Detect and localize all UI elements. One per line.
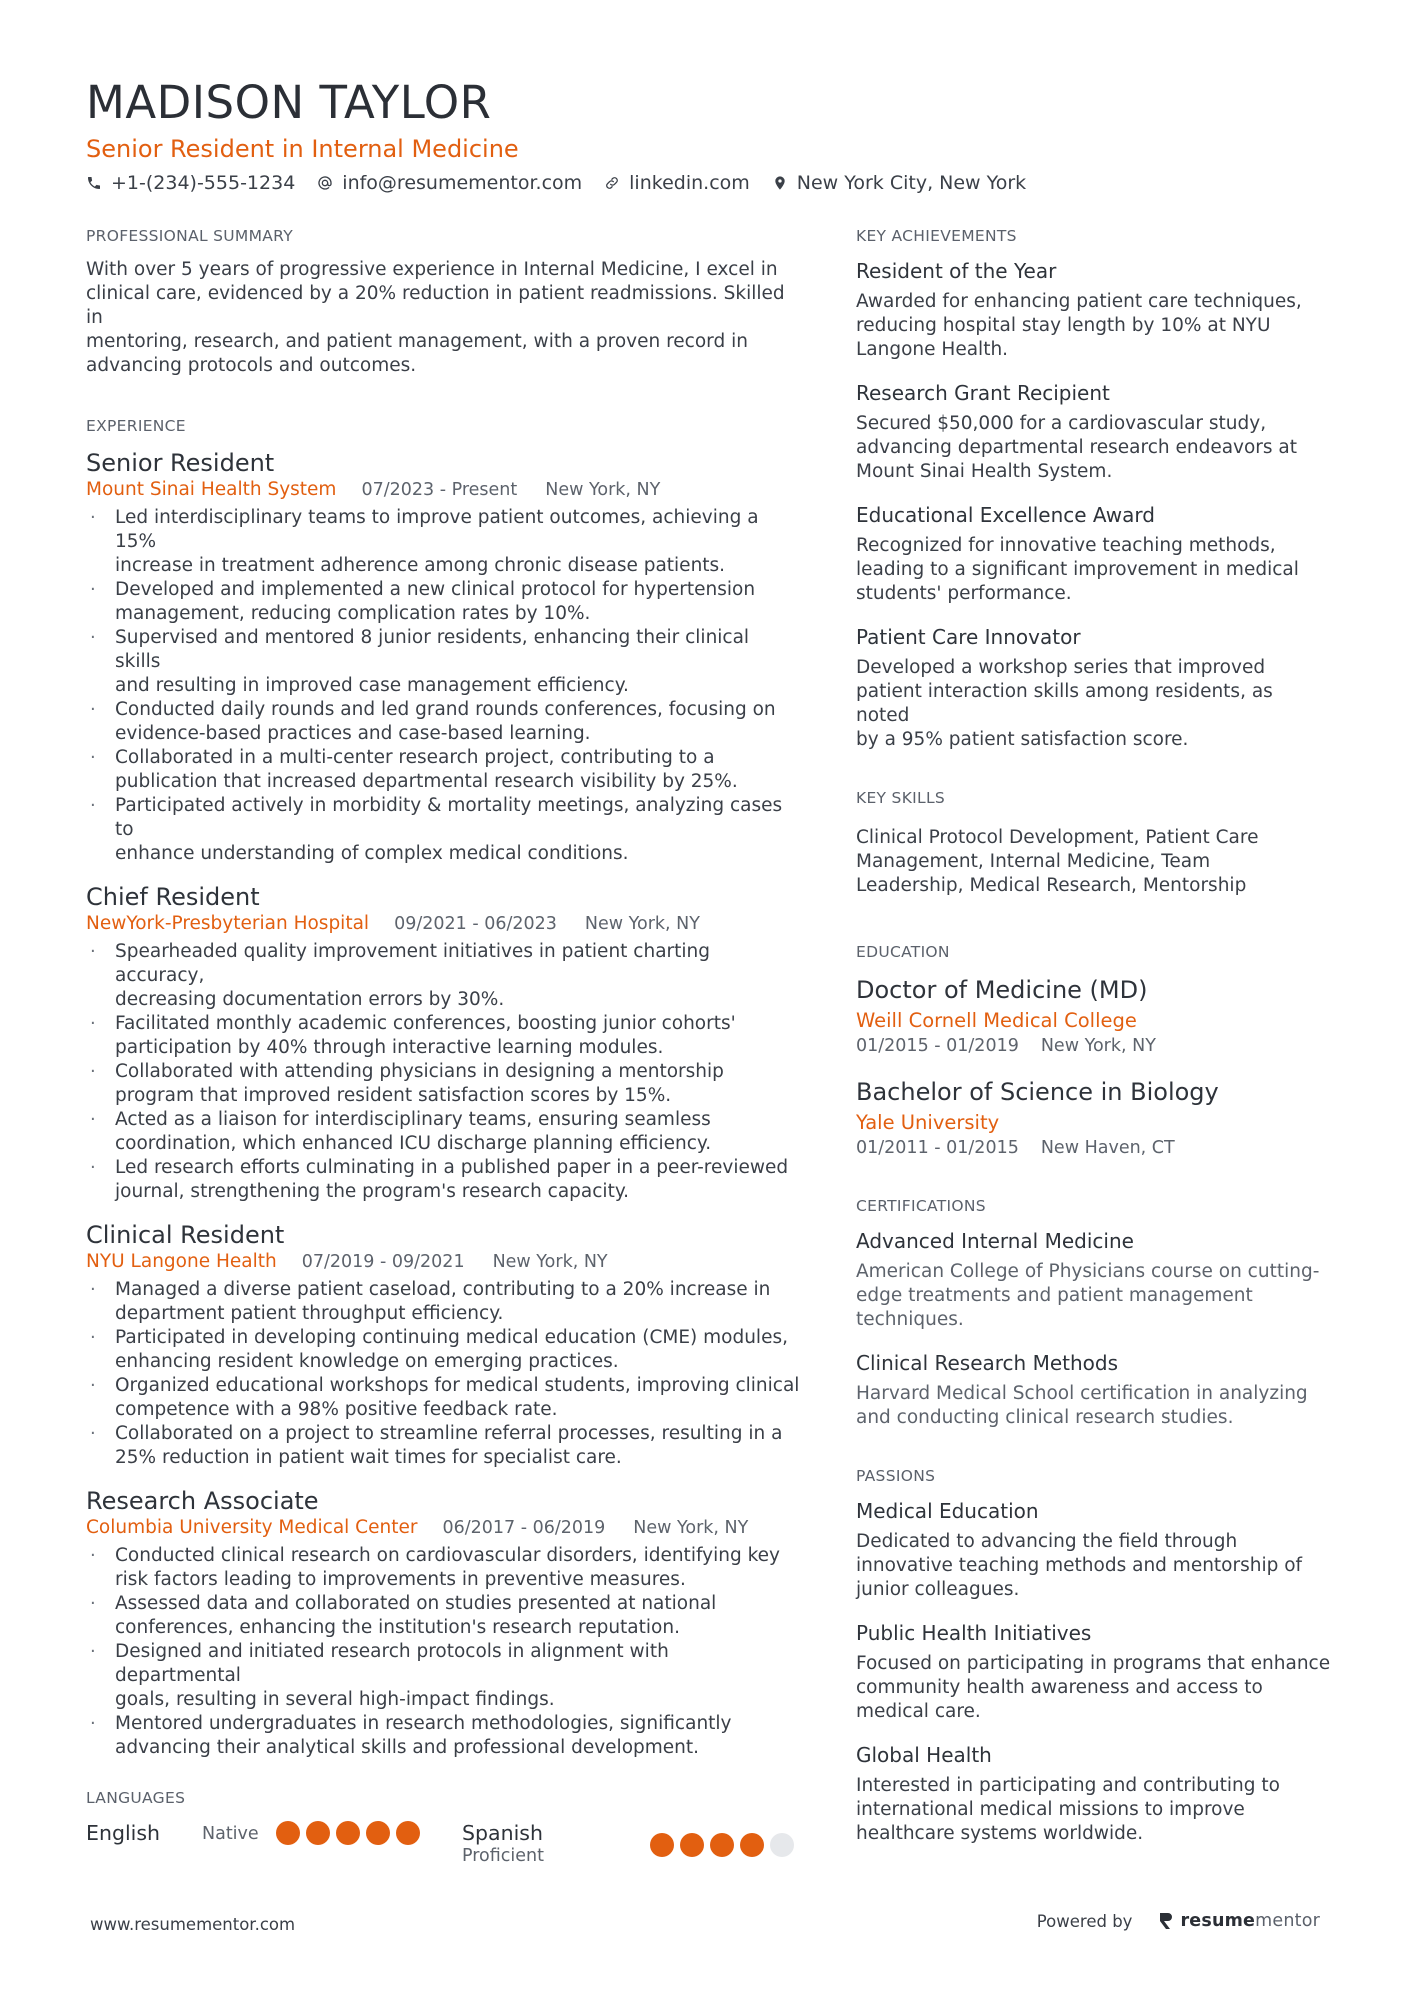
job-bullet — [86, 506, 800, 578]
at-icon — [317, 175, 333, 191]
job-title: Chief Resident — [86, 883, 260, 911]
passions-line: Interested in participating and contributing to — [856, 1775, 1280, 1796]
achievements-text — [856, 656, 1332, 752]
job-bullet — [86, 1108, 800, 1156]
rating-dot-filled — [680, 1833, 704, 1857]
education-dates: 01/2015 - 01/2019 — [856, 1036, 1019, 1056]
bullet-line: coordination, which enhanced ICU discharge planning efficiency. — [115, 1133, 712, 1154]
linkedin-text: linkedin.com — [629, 172, 750, 194]
summary-line: clinical care, evidenced by a 20% reduction in patient readmissions. Skilled in — [86, 283, 785, 328]
achievements-line: Awarded for enhancing patient care techniques, — [856, 291, 1302, 312]
passions-title: Medical Education — [856, 1499, 1039, 1523]
candidate-name: MADISON TAYLOR — [86, 76, 492, 129]
location-text: New York City, New York — [796, 172, 1027, 194]
passions-list — [856, 1498, 1332, 1846]
bullet-line: Collaborated in a multi-center research project, contributing to a — [115, 747, 715, 768]
bullet-line: Assessed data and collaborated on studies presented at national — [115, 1593, 717, 1614]
achievements-title: Educational Excellence Award — [856, 503, 1155, 527]
bullet-line: decreasing documentation errors by 30%. — [115, 989, 505, 1010]
certifications-line: Harvard Medical School certification in analyzing — [856, 1383, 1308, 1404]
job-bullets — [86, 1278, 800, 1470]
job-bullet — [86, 698, 800, 746]
job-location: New York, NY — [584, 914, 700, 934]
summary-line: advancing protocols and outcomes. — [86, 355, 417, 376]
passions-line: community health awareness and access to — [856, 1677, 1263, 1698]
education-school: Weill Cornell Medical College — [856, 1009, 1137, 1032]
achievements-item — [856, 258, 1332, 362]
experience-heading: EXPERIENCE — [86, 417, 186, 435]
job-bullet — [86, 1012, 800, 1060]
passions-text — [856, 1652, 1332, 1724]
education-list — [856, 974, 1332, 1160]
bullet-line: participation by 40% through interactive learning modules. — [115, 1037, 664, 1058]
bullet-line: and resulting in improved case management efficiency. — [115, 675, 629, 696]
job-meta — [86, 1250, 800, 1274]
job-bullets — [86, 1544, 800, 1760]
brand-logo[interactable] — [1158, 1911, 1320, 1931]
email-text: info@resumementor.com — [342, 172, 583, 194]
location-pin-icon — [772, 175, 788, 191]
passions-line: healthcare systems worldwide. — [856, 1823, 1144, 1844]
bullet-line: risk factors leading to improvements in preventive measures. — [115, 1569, 686, 1590]
achievements-item — [856, 502, 1332, 606]
job-bullet — [86, 1374, 800, 1422]
bullet-line: evidence-based practices and case-based learning. — [115, 723, 591, 744]
bullet-line: Spearheaded quality improvement initiatives in patient charting accuracy, — [115, 941, 710, 986]
certifications-heading: CERTIFICATIONS — [856, 1197, 986, 1215]
bullet-line: department patient throughput efficiency. — [115, 1303, 504, 1324]
passions-text — [856, 1530, 1332, 1602]
job-bullets — [86, 506, 800, 866]
link-icon — [604, 175, 620, 191]
bullet-line: program that improved resident satisfaction scores by 15%. — [115, 1085, 672, 1106]
bullet-line: conferences, enhancing the institution's research reputation. — [115, 1617, 680, 1638]
achievements-line: patient interaction skills among residents, as noted — [856, 681, 1273, 726]
rating-dot-filled — [366, 1821, 390, 1845]
summary-line: mentoring, research, and patient management, with a proven record in — [86, 331, 748, 352]
job-entry — [86, 1220, 800, 1470]
passions-title: Global Health — [856, 1743, 992, 1767]
job-bullet — [86, 578, 800, 626]
candidate-title: Senior Resident in Internal Medicine — [86, 135, 519, 163]
phone-icon — [86, 175, 102, 191]
left-column — [86, 226, 800, 1866]
job-bullet — [86, 746, 800, 794]
certifications-text — [856, 1260, 1332, 1332]
achievements-line: Developed a workshop series that improved — [856, 657, 1266, 678]
language-name: English — [86, 1821, 161, 1845]
job-dates: 09/2021 - 06/2023 — [394, 914, 557, 934]
job-location: New York, NY — [492, 1252, 608, 1272]
rating-dot-empty — [770, 1833, 794, 1857]
job-bullet — [86, 940, 800, 1012]
certifications-item — [856, 1350, 1332, 1430]
job-bullet — [86, 1592, 800, 1640]
contact-phone[interactable] — [86, 170, 295, 196]
job-dates: 07/2023 - Present — [361, 480, 518, 500]
bullet-line: competence with a 98% positive feedback rate. — [115, 1399, 558, 1420]
brand-name-rest: mentor — [1255, 1911, 1320, 1931]
education-degree: Doctor of Medicine (MD) — [856, 976, 1148, 1004]
powered-by-label: Powered by — [1036, 1911, 1133, 1931]
certifications-item — [856, 1228, 1332, 1332]
skills-line: Management, Internal Medicine, Team — [856, 851, 1211, 872]
bullet-line: goals, resulting in several high-impact findings. — [115, 1689, 555, 1710]
job-bullet — [86, 1326, 800, 1374]
education-item — [856, 974, 1332, 1058]
job-organization: NewYork-Presbyterian Hospital — [86, 913, 370, 934]
achievements-title: Resident of the Year — [856, 259, 1057, 283]
job-dates: 07/2019 - 09/2021 — [301, 1252, 465, 1272]
job-entry — [86, 882, 800, 1204]
language-item — [462, 1820, 800, 1866]
passions-line: Focused on participating in programs that enhance — [856, 1653, 1331, 1674]
job-organization: Columbia University Medical Center — [86, 1517, 418, 1538]
achievements-title: Patient Care Innovator — [856, 625, 1081, 649]
bullet-line: Organized educational workshops for medical students, improving clinical — [115, 1375, 800, 1396]
achievements-item — [856, 380, 1332, 484]
education-school: Yale University — [856, 1111, 1000, 1134]
bullet-line: Participated actively in morbidity & mortality meetings, analyzing cases to — [115, 795, 783, 840]
language-rating — [276, 1820, 426, 1845]
job-title: Research Associate — [86, 1487, 319, 1515]
language-item — [86, 1820, 462, 1847]
job-bullet — [86, 626, 800, 698]
certifications-line: techniques. — [856, 1309, 964, 1330]
experience-list — [86, 448, 800, 1760]
bullet-line: Collaborated on a project to streamline referral processes, resulting in a — [115, 1423, 783, 1444]
job-bullet — [86, 1060, 800, 1108]
summary-heading: PROFESSIONAL SUMMARY — [86, 227, 294, 245]
education-dates: 01/2011 - 01/2015 — [856, 1138, 1019, 1158]
achievements-heading: KEY ACHIEVEMENTS — [856, 227, 1017, 245]
bullet-line: Led research efforts culminating in a published paper in a peer-reviewed — [115, 1157, 789, 1178]
job-bullets — [86, 940, 800, 1204]
passions-line: innovative teaching methods and mentorship of — [856, 1555, 1303, 1576]
languages-heading: LANGUAGES — [86, 1789, 186, 1807]
bullet-line: management, reducing complication rates by 10%. — [115, 603, 591, 624]
rating-dot-filled — [306, 1821, 330, 1845]
passions-item — [856, 1620, 1332, 1724]
right-column — [856, 226, 1332, 1866]
passions-line: Dedicated to advancing the field through — [856, 1531, 1238, 1552]
achievements-text — [856, 534, 1332, 606]
bullet-line: publication that increased departmental research visibility by 25%. — [115, 771, 738, 792]
footer-website[interactable]: www.resumementor.com — [90, 1915, 296, 1934]
achievements-line: Secured $50,000 for a cardiovascular study, — [856, 413, 1267, 434]
contact-bar — [86, 170, 1332, 196]
skills-heading: KEY SKILLS — [856, 789, 946, 807]
achievements-line: Langone Health. — [856, 339, 1009, 360]
summary-line: With over 5 years of progressive experience in Internal Medicine, I excel in — [86, 259, 778, 280]
achievements-item — [856, 624, 1332, 752]
passions-line: medical care. — [856, 1701, 981, 1722]
bullet-line: Developed and implemented a new clinical protocol for hypertension — [115, 579, 756, 600]
passions-title: Public Health Initiatives — [856, 1621, 1092, 1645]
job-location: New York, NY — [633, 1518, 749, 1538]
brand-mark-icon — [1158, 1912, 1174, 1930]
passions-item — [856, 1498, 1332, 1602]
certifications-line: and conducting clinical research studies. — [856, 1407, 1234, 1428]
resume-page — [86, 74, 1332, 1866]
languages-list — [86, 1820, 800, 1866]
certifications-list — [856, 1228, 1332, 1430]
language-level: Proficient — [462, 1846, 544, 1866]
rating-dot-filled — [276, 1821, 300, 1845]
education-meta — [856, 1136, 1332, 1160]
passions-heading: PASSIONS — [856, 1467, 936, 1485]
education-location: New York, NY — [1040, 1036, 1156, 1056]
job-bullet — [86, 1640, 800, 1712]
achievements-line: advancing departmental research endeavors at — [856, 437, 1298, 458]
job-organization: Mount Sinai Health System — [86, 479, 337, 500]
job-meta — [86, 912, 800, 936]
job-organization: NYU Langone Health — [86, 1251, 277, 1272]
achievements-line: Recognized for innovative teaching methods, — [856, 535, 1276, 556]
bullet-line: Conducted clinical research on cardiovascular disorders, identifying key — [115, 1545, 780, 1566]
job-bullet — [86, 1712, 800, 1760]
bullet-line: Facilitated monthly academic conferences, boosting junior cohorts' — [115, 1013, 736, 1034]
job-entry — [86, 1486, 800, 1760]
achievements-text — [856, 412, 1332, 484]
job-bullet — [86, 1278, 800, 1326]
achievements-line: leading to a significant improvement in medical — [856, 559, 1299, 580]
bullet-line: Acted as a liaison for interdisciplinary teams, ensuring seamless — [115, 1109, 711, 1130]
brand-name-bold: resume — [1180, 1911, 1256, 1931]
job-bullet — [86, 1544, 800, 1592]
passions-line: junior colleagues. — [856, 1579, 1020, 1600]
bullet-line: journal, strengthening the program's research capacity. — [115, 1181, 630, 1202]
language-name: Spanish — [462, 1821, 543, 1845]
education-item — [856, 1076, 1332, 1160]
achievements-line: Mount Sinai Health System. — [856, 461, 1113, 482]
achievements-list — [856, 258, 1332, 752]
education-meta — [856, 1034, 1332, 1058]
job-dates: 06/2017 - 06/2019 — [442, 1518, 606, 1538]
skills-line: Leadership, Medical Research, Mentorship — [856, 875, 1247, 896]
certifications-line: edge treatments and patient management — [856, 1285, 1253, 1306]
bullet-line: Mentored undergraduates in research methodologies, significantly — [115, 1713, 732, 1734]
achievements-line: reducing hospital stay length by 10% at NYU — [856, 315, 1271, 336]
bullet-line: Conducted daily rounds and led grand rounds conferences, focusing on — [115, 699, 776, 720]
footer-brand — [1037, 1911, 1320, 1931]
achievements-text — [856, 290, 1332, 362]
contact-location — [772, 170, 1026, 196]
certifications-title: Clinical Research Methods — [856, 1351, 1119, 1375]
education-location: New Haven, CT — [1040, 1138, 1175, 1158]
summary-text — [86, 258, 800, 378]
job-title: Clinical Resident — [86, 1221, 285, 1249]
bullet-line: 25% reduction in patient wait times for specialist care. — [115, 1447, 622, 1468]
language-level: Native — [202, 1824, 259, 1844]
bullet-line: Led interdisciplinary teams to improve patient outcomes, achieving a 15% — [115, 507, 759, 552]
bullet-line: Designed and initiated research protocols in alignment with departmental — [115, 1641, 669, 1686]
contact-email[interactable] — [317, 170, 582, 196]
certifications-title: Advanced Internal Medicine — [856, 1229, 1134, 1253]
rating-dot-filled — [710, 1833, 734, 1857]
skills-text — [856, 826, 1332, 898]
certifications-line: American College of Physicians course on cutting- — [856, 1261, 1320, 1282]
language-rating — [650, 1820, 800, 1857]
phone-text: +1-(234)-555-1234 — [111, 172, 296, 194]
job-bullet — [86, 1422, 800, 1470]
education-heading: EDUCATION — [856, 943, 950, 961]
job-location: New York, NY — [545, 480, 661, 500]
certifications-text — [856, 1382, 1332, 1430]
bullet-line: enhancing resident knowledge on emerging practices. — [115, 1351, 619, 1372]
rating-dot-filled — [650, 1833, 674, 1857]
passions-item — [856, 1742, 1332, 1846]
bullet-line: Participated in developing continuing medical education (CME) modules, — [115, 1327, 788, 1348]
education-degree: Bachelor of Science in Biology — [856, 1078, 1219, 1106]
job-entry — [86, 448, 800, 866]
bullet-line: advancing their analytical skills and professional development. — [115, 1737, 700, 1758]
job-bullet — [86, 794, 800, 866]
passions-text — [856, 1774, 1332, 1846]
bullet-line: increase in treatment adherence among chronic disease patients. — [115, 555, 726, 576]
job-meta — [86, 1516, 800, 1540]
achievements-line: students' performance. — [856, 583, 1072, 604]
bullet-line: Supervised and mentored 8 junior residents, enhancing their clinical skills — [115, 627, 750, 672]
bullet-line: enhance understanding of complex medical conditions. — [115, 843, 629, 864]
bullet-line: Managed a diverse patient caseload, contributing to a 20% increase in — [115, 1279, 771, 1300]
rating-dot-filled — [740, 1833, 764, 1857]
achievements-title: Research Grant Recipient — [856, 381, 1110, 405]
rating-dot-filled — [396, 1821, 420, 1845]
contact-linkedin[interactable] — [604, 170, 750, 196]
achievements-line: by a 95% patient satisfaction score. — [856, 729, 1189, 750]
skills-line: Clinical Protocol Development, Patient Care — [856, 827, 1259, 848]
job-title: Senior Resident — [86, 449, 275, 477]
bullet-line: Collaborated with attending physicians in designing a mentorship — [115, 1061, 724, 1082]
rating-dot-filled — [336, 1821, 360, 1845]
job-meta — [86, 478, 800, 502]
job-bullet — [86, 1156, 800, 1204]
passions-line: international medical missions to improve — [856, 1799, 1245, 1820]
